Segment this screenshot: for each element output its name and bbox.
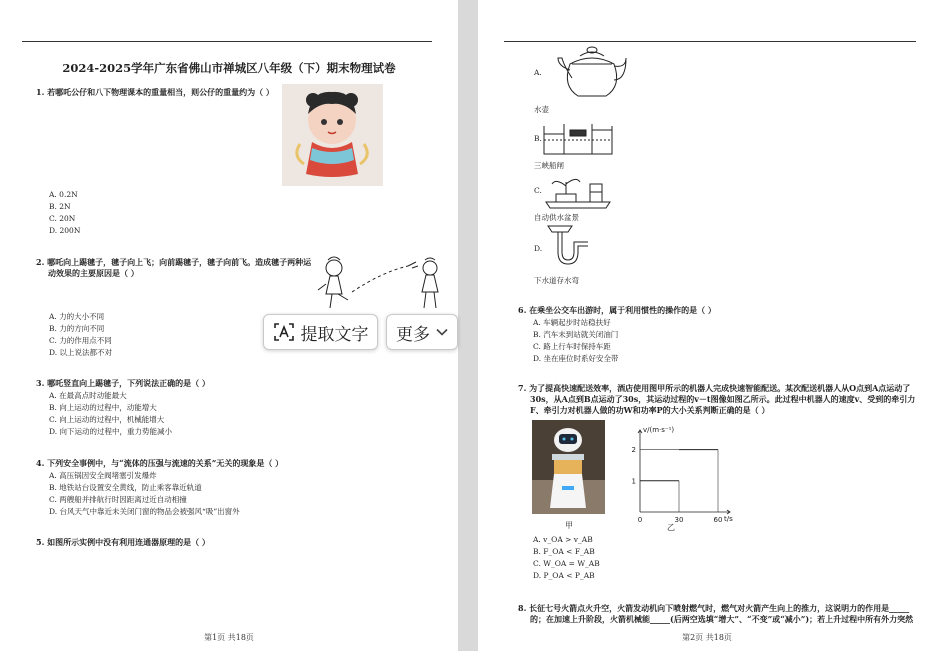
more-label: 更多: [396, 324, 430, 345]
question-6-stem: 6. 在乘坐公交车出游时，属于利用惯性的操作的是（ ）: [518, 305, 716, 315]
option-d: D. 坐在座位时系好安全带: [533, 354, 619, 363]
text-recognition-icon: [273, 322, 295, 342]
drain-trap-illustration: [542, 222, 592, 272]
question-7-stem-line1: 7. 为了提高快速配送效率，酒店使用图甲所示的机器人完成快速智能配送。某次配送机器人从O点到A点运动了: [518, 383, 911, 393]
question-2-stem-line1: 2. 哪吒向上踢毽子，毽子向上飞；向前踢毽子，毽子向前飞。造成毽子两种运: [36, 257, 312, 267]
question-3: [36, 378, 210, 389]
option-c: C. 路上行车时保持车距: [533, 342, 611, 351]
option-d: D. 200N: [49, 226, 81, 235]
option-a: A. 0.2N: [49, 190, 78, 199]
option-a: A. 力的大小不同: [49, 312, 105, 321]
q5-option-c-letter: C.: [534, 186, 542, 195]
option-b: B. 2N: [49, 202, 71, 211]
page-1-footer: 第1页 共18页: [204, 633, 254, 642]
question-4: [36, 458, 283, 469]
option-c: C. 向上运动的过程中，机械能增大: [49, 415, 165, 424]
question-8-stem-line1: 8. 长征七号火箭点火升空，火箭发动机向下喷射燃气时，燃气对火箭产生向上的推力，这说明力的作用是_____: [518, 603, 910, 613]
q5-option-a-caption: 水壶: [534, 105, 549, 114]
chevron-down-icon: [436, 328, 448, 336]
option-a: A. 在最高点时动能最大: [49, 391, 127, 400]
option-d: D. 向下运动的过程中，重力势能减小: [49, 427, 173, 436]
option-d: D. 以上说法都不对: [49, 348, 113, 357]
x-tick-label: 30: [674, 516, 684, 524]
option-b: B. 地铁站台设置安全黄线，防止乘客靠近轨道: [49, 483, 202, 492]
option-a: A. 高压锅因安全阀堵塞引发爆炸: [49, 471, 157, 480]
question-1-options: [49, 189, 80, 237]
y-tick-label: 2: [631, 446, 636, 455]
question-1-stem: 1. 若哪吒公仔和八下物理课本的重量相当，则公仔的重量约为（ ）: [36, 87, 274, 97]
option-c: C. 20N: [49, 214, 76, 223]
q5-option-d-letter: D.: [534, 244, 543, 253]
option-a: A. v_OA > v_AB: [533, 535, 593, 544]
question-5: [36, 537, 210, 548]
y-axis-label: v/(m·s⁻¹): [643, 426, 675, 434]
q5-option-a-letter: A.: [534, 68, 542, 77]
exam-title: 2024-2025学年广东省佛山市禅城区八年级（下）期末物理试卷: [62, 61, 396, 75]
question-2: [36, 257, 311, 279]
question-3-options: [49, 390, 172, 438]
nezha-kicking-shuttlecock-illustration: [312, 254, 447, 312]
question-7: [518, 383, 928, 416]
option-a: A. 车辆起步时站稳扶好: [533, 318, 611, 327]
question-3-stem: 3. 哪吒竖直向上踢毽子，下列说法正确的是（ ）: [36, 378, 210, 388]
page-2-footer: 第2页 共18页: [682, 633, 732, 642]
page-header-rule: [22, 41, 432, 42]
option-c: C. 力的作用点不同: [49, 336, 112, 345]
question-7-stem-line2: 30s，从A点到B点运动了30s，其运动过程的v－t图像如图乙所示。此过程中机器人的速度v、受到的牵引力: [530, 394, 916, 404]
option-b: B. 汽车未到站就关闭油门: [533, 330, 619, 339]
y-tick-label: 1: [631, 477, 636, 486]
q5-option-d-caption: 下水道存水弯: [534, 276, 579, 285]
delivery-robot-photo: [532, 420, 605, 514]
more-button[interactable]: [386, 314, 458, 350]
x-tick-label: 0: [637, 516, 643, 524]
extract-text-label: 提取文字: [300, 324, 369, 345]
question-4-options: [49, 470, 240, 518]
question-6-options: [533, 317, 619, 365]
question-6: [518, 305, 716, 316]
question-8: [518, 603, 932, 625]
question-7-options: [533, 534, 600, 582]
q5-option-b-letter: B.: [534, 134, 542, 143]
v-t-graph: [626, 424, 736, 528]
document-page-2: [478, 0, 936, 651]
x-tick-label: 60: [713, 516, 723, 524]
option-d: D. P_OA < P_AB: [533, 571, 595, 580]
option-b: B. 向上运动的过程中，动能增大: [49, 403, 157, 412]
question-1: [36, 87, 274, 98]
option-d: D. 台风天气中靠近未关闭门窗的物品会被强风“吸”出窗外: [49, 507, 240, 516]
teapot-illustration: [556, 40, 628, 102]
option-b: B. 力的方向不同: [49, 324, 105, 333]
option-c: C. W_OA = W_AB: [533, 559, 600, 568]
question-2-stem-line2: 动效果的主要原因是（ ）: [48, 268, 139, 278]
extract-text-button[interactable]: [263, 314, 378, 350]
figure-yi-label: 乙: [667, 523, 675, 532]
question-5-stem: 5. 如图所示实例中没有利用连通器原理的是（ ）: [36, 537, 210, 547]
q5-option-b-caption: 三峡船闸: [534, 161, 564, 170]
auto-water-bonsai-illustration: [542, 172, 614, 212]
figure-jia-label: 甲: [565, 521, 573, 530]
q5-option-c-caption: 自动供水盆景: [534, 213, 579, 222]
x-axis-label: t/s: [724, 515, 733, 523]
option-c: C. 两艘船并排航行时因距离过近自动相撞: [49, 495, 187, 504]
ship-lock-illustration: [542, 116, 614, 156]
option-b: B. F_OA < F_AB: [533, 547, 595, 556]
question-8-stem-line2: 的；在加速上升阶段，火箭机械能_____(后两空选填“增大”、“不变”或“减小”)；若上升过程中所有外力突然: [530, 614, 914, 624]
nezha-doll-photo: [282, 84, 383, 186]
question-2-options: [49, 311, 112, 359]
question-7-stem-line3: F、牵引力对机器人做的功W和功率P的大小关系判断正确的是（ ）: [530, 405, 770, 415]
question-4-stem: 4. 下列安全事例中，与“流体的压强与流速的关系”无关的现象是（ ）: [36, 458, 284, 468]
